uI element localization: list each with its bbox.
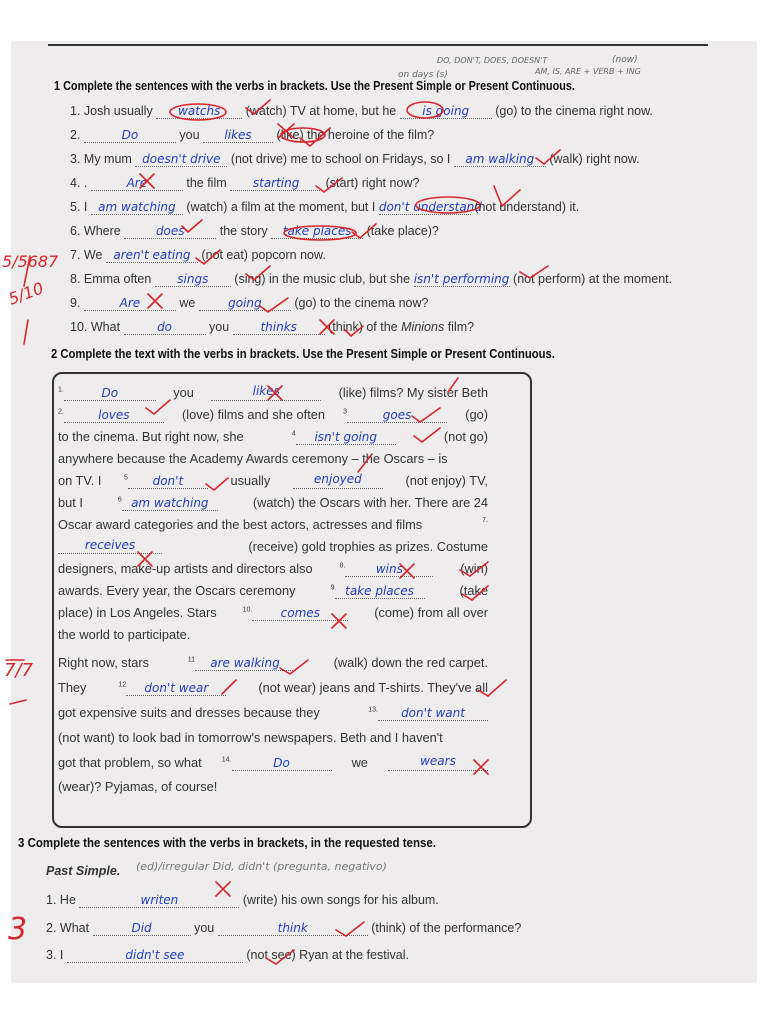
- margin-score-ex3: 3: [8, 912, 28, 947]
- ex2-line-18: (wear)? Pyjamas, of course!: [58, 779, 218, 794]
- ex2-line-17: got that problem, so what $^{14.}$ Do we wears: [58, 755, 488, 771]
- ex2-line-3: to the cinema. But right now, she $^4$ isn't going (not go): [58, 429, 488, 444]
- ex2-line-5: on TV. I $^5$ don't usually enjoyed (not enjoy) TV,: [58, 472, 488, 488]
- ex2-line-14: They $^{12}$ don't wear (not wear) jeans and T-shirts. They've all: [58, 680, 488, 695]
- ex2-line-16: (not want) to look bad in tomorrow's newspapers. Beth and I haven't: [58, 730, 443, 745]
- ex2-line-12: the world to participate.: [58, 627, 191, 642]
- answer[interactable]: thinks: [233, 321, 325, 335]
- answer[interactable]: receives: [58, 539, 162, 554]
- ex3-item-2: 2. What Did you think (think) of the performance?: [46, 921, 522, 935]
- ex2-line-4: anywhere because the Academy Awards ceremony – the Oscars – is: [58, 451, 448, 466]
- ex2-line-7: Oscar award categories and the best actors, actresses and films 7.: [58, 517, 488, 532]
- answer[interactable]: likes: [203, 129, 273, 143]
- answer[interactable]: think: [218, 922, 368, 936]
- answer[interactable]: comes: [252, 607, 348, 621]
- answer[interactable]: isn't performing: [413, 272, 510, 286]
- answer[interactable]: Do: [232, 757, 332, 771]
- ex1-item-4: 4. . Are the film starting (start) right now?: [70, 176, 420, 190]
- ex1-item-5: 5. I am watching (watch) a film at the moment, but I don't understand (not understand) it.: [70, 200, 580, 214]
- answer[interactable]: starting: [230, 177, 322, 191]
- answer[interactable]: sings: [155, 273, 231, 287]
- ex2-line-8: receives (receive) gold trophies as prizes. Costume: [58, 539, 488, 554]
- answer[interactable]: isn't going: [296, 431, 396, 445]
- answer[interactable]: writen: [79, 894, 239, 908]
- ex1-item-8: 8. Emma often sings (sing) in the music club, but she isn't performing (not perform) at the moment.: [70, 272, 673, 286]
- past-simple-note: (ed)/irregular Did, didn't (pregunta, negativo): [136, 860, 387, 873]
- note-top-2: (now): [612, 55, 638, 65]
- ex1-item-6: 6. Where does the story take places (take place)?: [70, 224, 439, 238]
- answer[interactable]: Are: [84, 297, 176, 311]
- answer[interactable]: take places: [271, 225, 363, 239]
- note-top-3: on days (s): [398, 70, 448, 80]
- note-top-1: DO, DON'T, DOES, DOESN'T: [437, 56, 548, 65]
- answer[interactable]: am walking: [454, 153, 546, 167]
- answer[interactable]: don't: [128, 475, 208, 489]
- ex2-line-1: $^{1.}$ Do you likes (like) films? My sister Beth: [58, 384, 488, 400]
- answer[interactable]: wins: [345, 563, 433, 577]
- ex1-item-3: 3. My mum doesn't drive (not drive) me to school on Fridays, so I am walking (walk) right now.: [70, 152, 640, 166]
- answer[interactable]: aren't eating: [106, 249, 198, 263]
- answer[interactable]: don't wear: [126, 682, 226, 696]
- ex1-item-9: 9. Are we going (go) to the cinema now?: [70, 296, 429, 310]
- answer[interactable]: is going: [400, 105, 492, 119]
- exercise-3-heading: 3 Complete the sentences with the verbs in brackets, in the requested tense.: [18, 836, 436, 850]
- answer[interactable]: don't understand: [378, 200, 482, 214]
- top-rule: [48, 44, 708, 46]
- answer[interactable]: going: [199, 297, 291, 311]
- exercise-1-heading: 1 Complete the sentences with the verbs in brackets. Use the Present Simple or Present Continuous.: [54, 79, 575, 93]
- answer[interactable]: Did: [93, 922, 191, 936]
- ex2-line-13: Right now, stars $^{11}$ are walking (walk) down the red carpet.: [58, 655, 488, 670]
- note-top-4: AM, IS, ARE + VERB + ING: [535, 67, 641, 76]
- exercise-2-heading: 2 Complete the text with the verbs in brackets. Use the Present Simple or Present Continuous.: [51, 347, 555, 361]
- answer[interactable]: don't want: [378, 707, 488, 721]
- ex2-line-9: designers, make-up artists and directors also $^{8.}$ wins (win): [58, 561, 488, 576]
- ex1-item-1: 1. Josh usually watchs (watch) TV at home, but he is going (go) to the cinema right now.: [70, 104, 653, 118]
- margin-fraction-ex1: 5/10: [5, 278, 47, 309]
- answer[interactable]: watchs: [156, 105, 242, 119]
- answer[interactable]: do: [124, 321, 206, 335]
- answer[interactable]: loves: [64, 409, 164, 423]
- answer[interactable]: Are: [91, 177, 183, 191]
- answer[interactable]: are walking: [195, 657, 295, 671]
- ex1-item-2: 2. Do you likes (like) the heroine of the film?: [70, 128, 435, 142]
- answer[interactable]: Do: [84, 129, 176, 143]
- answer[interactable]: enjoyed: [293, 473, 383, 489]
- answer[interactable]: goes: [347, 409, 447, 423]
- ex2-line-2: $^{2.}$ loves (love) films and she often $^3$ goes (go): [58, 407, 488, 422]
- answer[interactable]: likes: [211, 385, 321, 401]
- answer[interactable]: didn't see: [67, 949, 243, 963]
- answer[interactable]: Do: [64, 387, 156, 401]
- answer[interactable]: wears: [388, 755, 488, 771]
- answer[interactable]: does: [124, 225, 216, 239]
- ex2-line-10: awards. Every year, the Oscars ceremony $^9$ take places (take: [58, 583, 488, 598]
- ex2-line-11: place) in Los Angeles. Stars $^{10.}$ comes (come) from all over: [58, 605, 488, 620]
- margin-score-ex1: 5/5687: [2, 252, 59, 271]
- ex2-line-6: but I $^6$ am watching (watch) the Oscars with her. There are 24: [58, 495, 488, 510]
- ex1-item-10: 10. What do you thinks (think) of the Minions film?: [70, 320, 475, 334]
- answer[interactable]: am watching: [122, 497, 218, 511]
- ex1-item-7: 7. We aren't eating (not eat) popcorn now.: [70, 248, 326, 262]
- margin-score-ex2: 7/7: [4, 660, 33, 681]
- ex3-item-1: 1. He writen (write) his own songs for his album.: [46, 893, 439, 907]
- ex2-line-15: got expensive suits and dresses because they $^{13.}$ don't want: [58, 705, 488, 721]
- answer[interactable]: am watching: [91, 201, 183, 215]
- answer[interactable]: doesn't drive: [135, 153, 227, 167]
- ex3-item-3: 3. I didn't see (not see) Ryan at the festival.: [46, 948, 409, 962]
- past-simple-label: Past Simple.: [46, 864, 121, 878]
- answer[interactable]: take places: [335, 585, 425, 599]
